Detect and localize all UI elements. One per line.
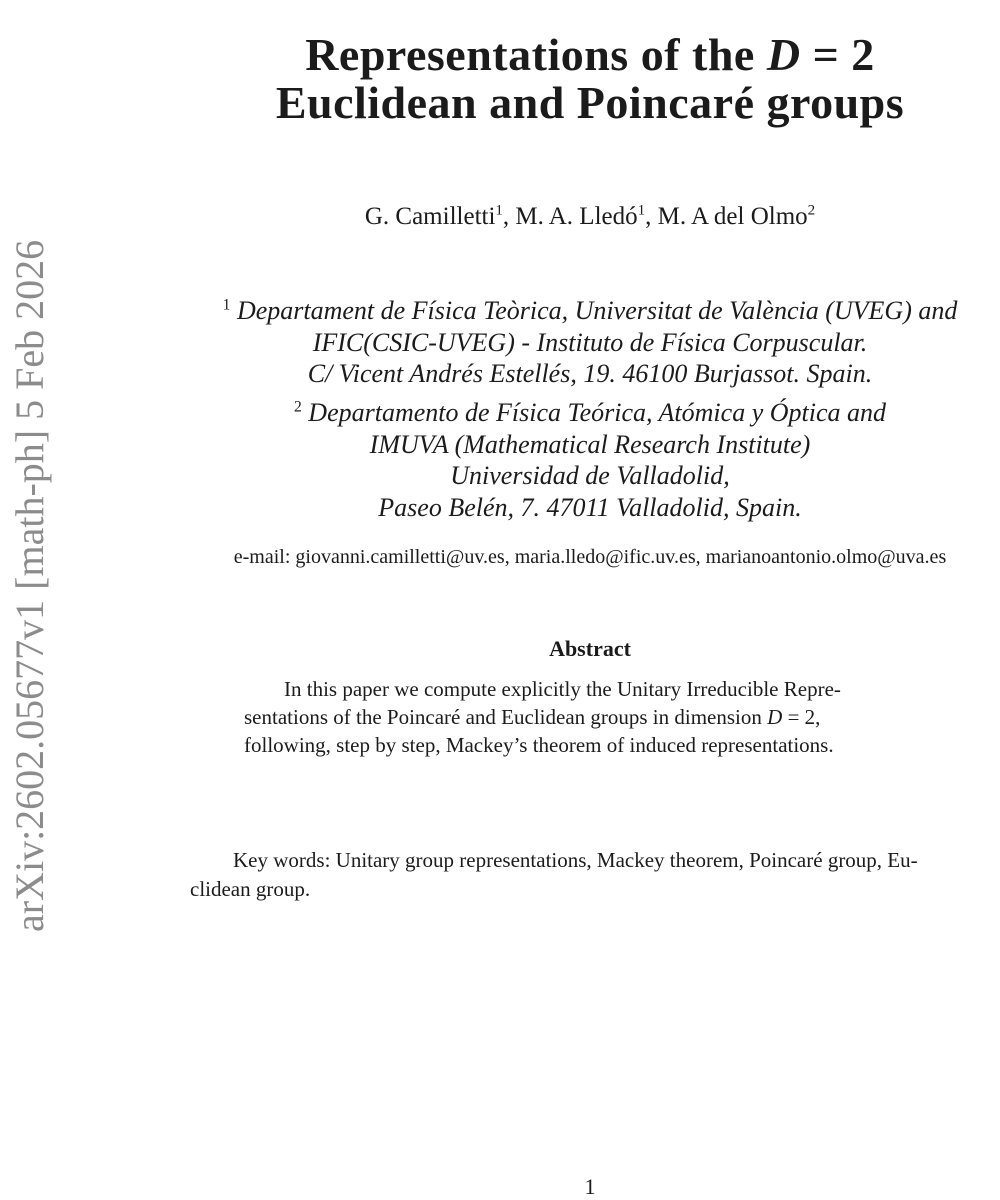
abstract-line-1: In this paper we compute explicitly the Unitary Irreducible Repre- (284, 677, 841, 701)
author-2: , M. A. Lledó (502, 203, 638, 230)
title-line-2: Euclidean and Poincaré groups (275, 76, 905, 128)
author-2-affiliation-mark: 1 (637, 202, 646, 219)
author-line (190, 203, 990, 231)
affiliation-2-marker: 2 (294, 398, 302, 416)
author-1-affiliation-mark: 1 (495, 202, 503, 219)
abstract-body (244, 675, 936, 759)
math-variable-d: D (766, 28, 801, 80)
affiliation-1-line-1: $^1$ Departament de Física Teòrica, Universitat de València (UVEG) and (222, 296, 958, 325)
author-3-affiliation-mark: 2 (807, 202, 816, 219)
affiliation-2-line-4: Paseo Belén, 7. 47011 Valladolid, Spain. (378, 492, 802, 522)
affiliation-1 (190, 295, 990, 390)
author-1: G. Camilletti (364, 203, 496, 230)
affiliation-2-line-3: Universidad de Valladolid, (450, 461, 730, 490)
affiliation-2 (190, 397, 990, 523)
paper-title (190, 28, 990, 128)
arxiv-stamp: arXiv:2602.05677v1 [math-ph] 5 Feb 2026 (7, 239, 52, 932)
page-number: 1 (584, 1174, 596, 1199)
abstract-line-3: following, step by step, Mackey’s theorem of induced representations. (244, 733, 834, 757)
abstract-line-2: sentations of the Poincaré and Euclidean groups in dimension D = 2, (244, 705, 821, 729)
keywords-paragraph (190, 846, 990, 903)
title-line-1: Representations of the D = 2 (305, 28, 875, 80)
affiliation-2-line-1: $^2$ Departamento de Física Teórica, Atómica y Óptica and (294, 398, 886, 427)
keywords-line-2: clidean group. (190, 876, 311, 901)
affiliation-1-line-2: IFIC(CSIC-UVEG) - Instituto de Física Corpuscular. (312, 327, 868, 357)
keywords-line-1: Key words: Unitary group representations, Mackey theorem, Poincaré group, Eu- (233, 848, 918, 872)
author-3: , M. A del Olmo (645, 203, 808, 230)
math-variable-d: D (767, 705, 783, 729)
abstract-heading: Abstract (549, 636, 631, 661)
affiliation-1-marker: 1 (222, 296, 231, 314)
email-line: e-mail: giovanni.camilletti@uv.es, maria.lledo@ific.uv.es, marianoantonio.olmo@uva.es (233, 546, 947, 568)
affiliation-2-line-2: IMUVA (Mathematical Research Institute) (369, 429, 811, 459)
affiliation-1-line-3: C/ Vicent Andrés Estellés, 19. 46100 Burjassot. Spain. (307, 359, 873, 388)
